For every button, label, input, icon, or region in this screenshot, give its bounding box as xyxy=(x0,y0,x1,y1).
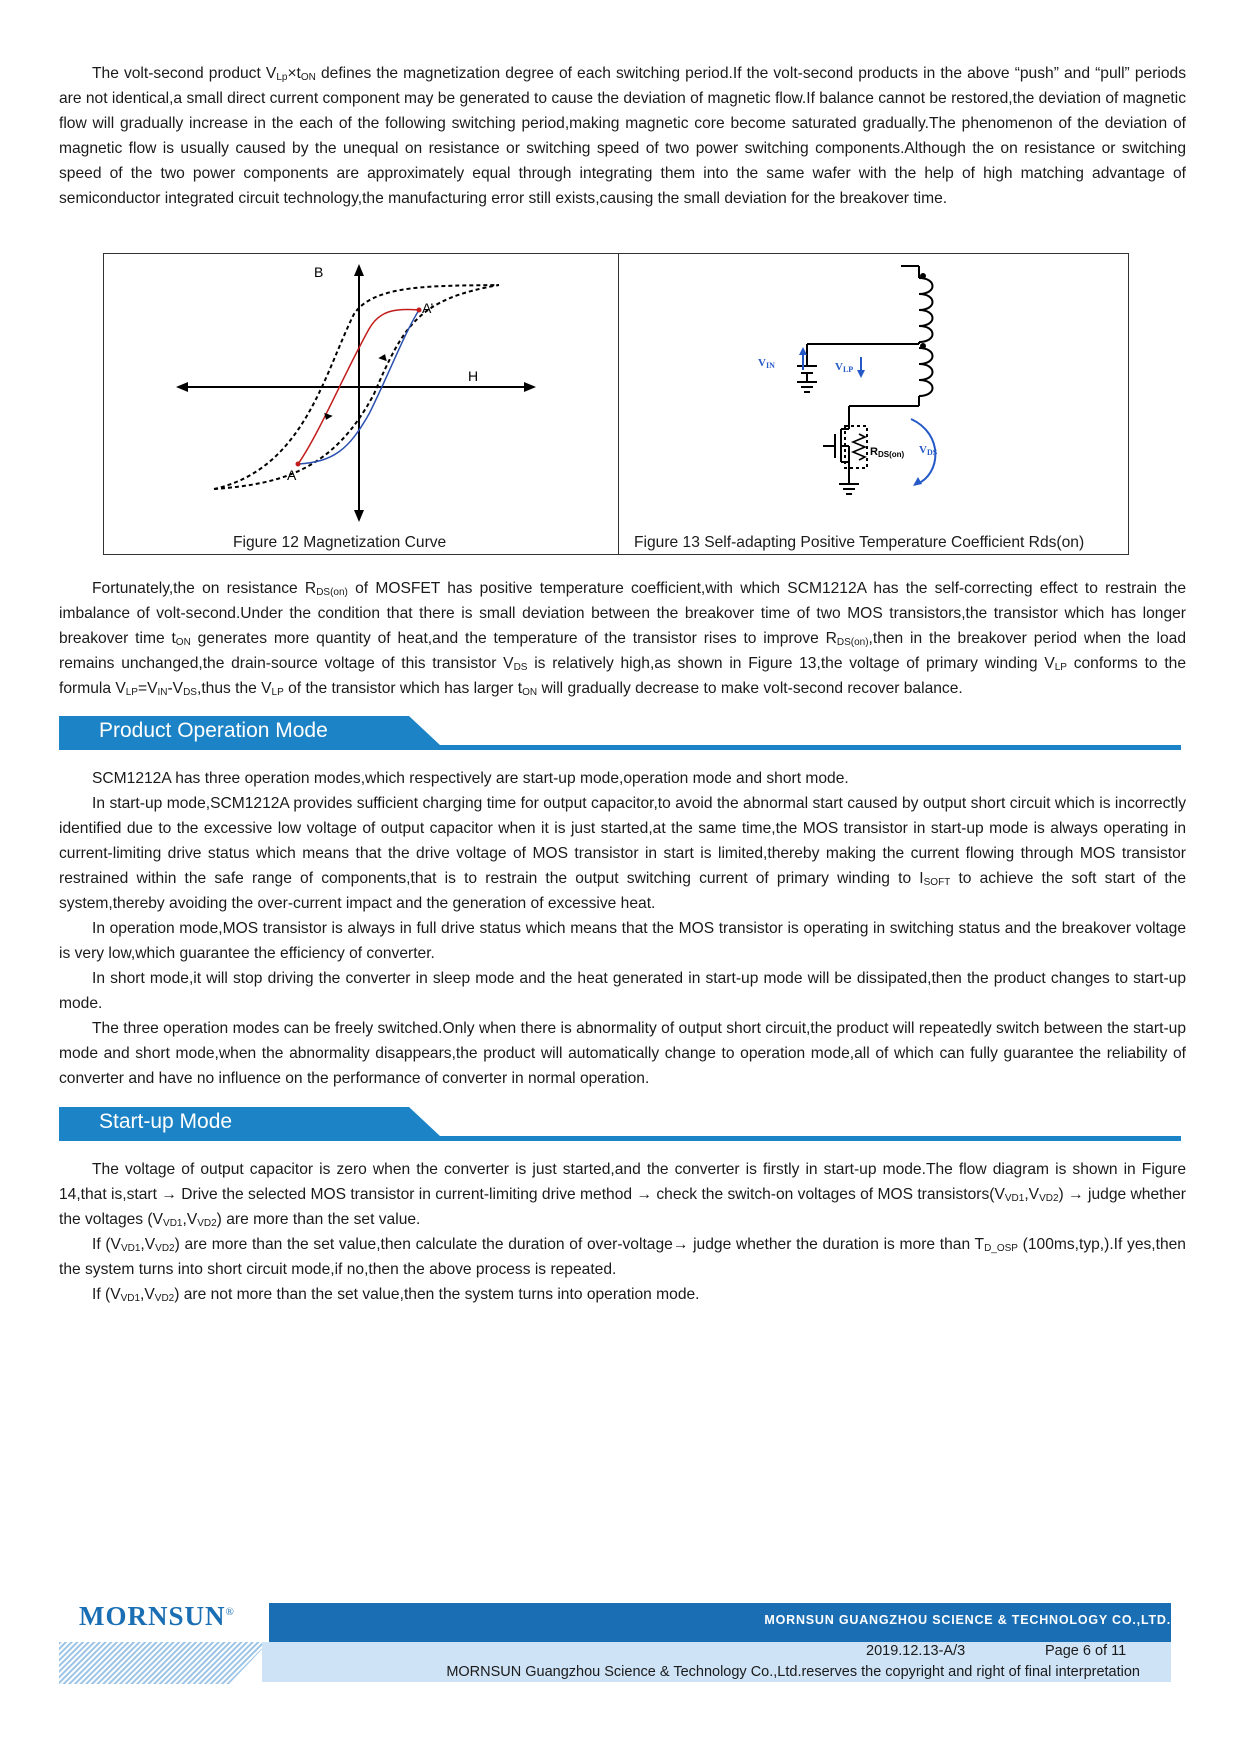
start-up-mode-paragraphs: The voltage of output capacitor is zero when the converter is just started,and the converter is firstly in start-up mode.The flow diagram is shown in Figure 14,that is,start → Drive the selected MOS transistor in current-limiting drive method → check the switch-on voltages of MOS $transistors(V_{VD1},V_{VD2})$ → judge whether the voltages $(V_{VD1},V_{VD2})$ are more than the set value. If $(V_{VD1},V_{VD2})$ are more than the set value,then calculate the duration of over-voltage→ judge whether the duration is more than $T_{D\_OSP}$ (100ms,typ,).If yes,then the system turns into short circuit mode,if no,then the above process is repeated. If $(V_{VD1},V_{VD2})$ are not more than the set value,then the system turns into operation mode. xyxy=(59,1161,1186,1304)
section-title: Start-up Mode xyxy=(99,1110,233,1133)
mornsun-logo: MORNSUN® xyxy=(79,1601,235,1631)
v-ds-label: V xyxy=(919,444,927,456)
rds-subscript: DS(on) xyxy=(877,450,905,459)
section-title: Product Operation Mode xyxy=(99,719,328,742)
magnetization-curve-diagram xyxy=(104,254,618,534)
footer-page-number: Page 6 of 11 xyxy=(1045,1643,1127,1659)
figure-12-caption: Figure 12 Magnetization Curve xyxy=(233,534,447,551)
operation-mode-paragraphs: SCM1212A has three operation modes,which respectively are start-up mode,operation mode and short mode. In start-up mode,SCM1212A provides sufficient charging time for output capacitor,to avoid the abnormal start caused by output short circuit which is incorrectly identified due to the excessive low voltage of output capacitor when it is just started,at the same time,the MOS transistor in start-up mode is always operating in current-limiting drive status which means that the drive voltage of MOS transistor in start is limited,thereby making the current flowing through MOS transistor restrained within the safe range of components,that is to restrain the output switching current of primary winding to $I_{SOFT}$ to achieve the soft start of the system,thereby avoiding the over-current impact and the generation of excessive heat. In operation mode,MOS transistor is always in full drive status which means that the MOS transistor is operating in switching status and the breakover voltage is very low,which guarantee the efficiency of converter. In short mode,it will stop driving the converter in sleep mode and the heat generated in start-up mode will be dissipated,then the product changes to start-up mode. The three operation modes can be freely switched.Only when there is abnormality of output short circuit,the product will repeatedly switch between the start-up mode and short mode,when the abnormality disappears,the product will automatically change to operation mode,all of which can fully guarantee the reliability of converter and have no influence on the performance of converter in normal operation. xyxy=(59,770,1186,1087)
footer-date: 2019.12.13-A/3 xyxy=(866,1643,966,1659)
footer-copyright: MORNSUN Guangzhou Science & Technology Co.,Ltd.reserves the copyright and right of final interpretation xyxy=(446,1664,1140,1680)
rds-on-circuit-diagram xyxy=(619,254,1128,534)
v-ds-subscript: DS xyxy=(926,448,938,457)
footer-company-name: MORNSUN GUANGZHOU SCIENCE & TECHNOLOGY CO.,LTD. xyxy=(764,1613,1171,1627)
section-header-start-up-mode xyxy=(59,1107,1181,1141)
svg-text:VLP xyxy=(835,361,853,374)
rds-label: R xyxy=(870,446,878,458)
rds-paragraph: Fortunately,the on resistance $R_{DS(on)}$ of MOSFET has positive temperature coefficient,with which SCM1212A has the self-correcting effect to restrain the imbalance of volt-second.Under the condition that there is small deviation between the breakover time of two MOS transistors,the transistor which has longer breakover time $t_{ON}$ generates more quantity of heat,and the temperature of the transistor rises to improve $R_{DS(on)},then$ in the breakover period when the load remains unchanged,the drain-source voltage of this transistor $V_{DS}$ is relatively high,as shown in Figure 13,the voltage of primary winding $V_{LP}$ conforms to the formula $V_{LP}=V_{IN}-V_{DS},thus$ the $V_{LP}$ of the transistor which has larger $t_{ON}$ will gradually decrease to make volt-second recover balance. xyxy=(59,580,1186,698)
intro-paragraph: The volt-second product $V_{Lp}\times t_{ON}$ defines the magnetization degree of each switching period.If the volt-second products in the above “push” and “pull” periods are not identical,a small direct current component may be generated to cause the deviation of magnetic flow.If balance cannot be restored,the deviation of magnetic flow will gradually increase in the each of the following switching period,making magnetic core become saturated gradually.The phenomenon of the deviation of magnetic flow is usually caused by the unequal on resistance or switching speed of two power switching components.Although the on resistance or switching speed of the two power components are approximately equal through integrating them into the same wafer with the help of high matching advantage of semiconductor integrated circuit technology,the manufacturing error still exists,causing the small deviation for the breakover time. xyxy=(59,65,1186,207)
v-lp-label: V xyxy=(835,361,843,373)
section-header-operation-mode xyxy=(59,716,1181,750)
v-in-subscript: IN xyxy=(765,361,775,370)
point-a-prime-label: A’ xyxy=(422,300,434,316)
point-a-label: A xyxy=(287,467,297,483)
v-in-label: V xyxy=(758,357,766,369)
axis-b-label: B xyxy=(314,264,324,280)
footer-stripes xyxy=(59,1642,269,1684)
figure-box xyxy=(103,253,1129,555)
svg-text:RDS(on) xyxy=(870,446,905,459)
svg-text:VIN xyxy=(758,357,775,370)
axis-h-label: H xyxy=(468,368,479,384)
v-lp-subscript: LP xyxy=(842,365,854,374)
figure-13-caption: Figure 13 Self-adapting Positive Temperature Coefficient Rds(on) xyxy=(634,534,1085,551)
